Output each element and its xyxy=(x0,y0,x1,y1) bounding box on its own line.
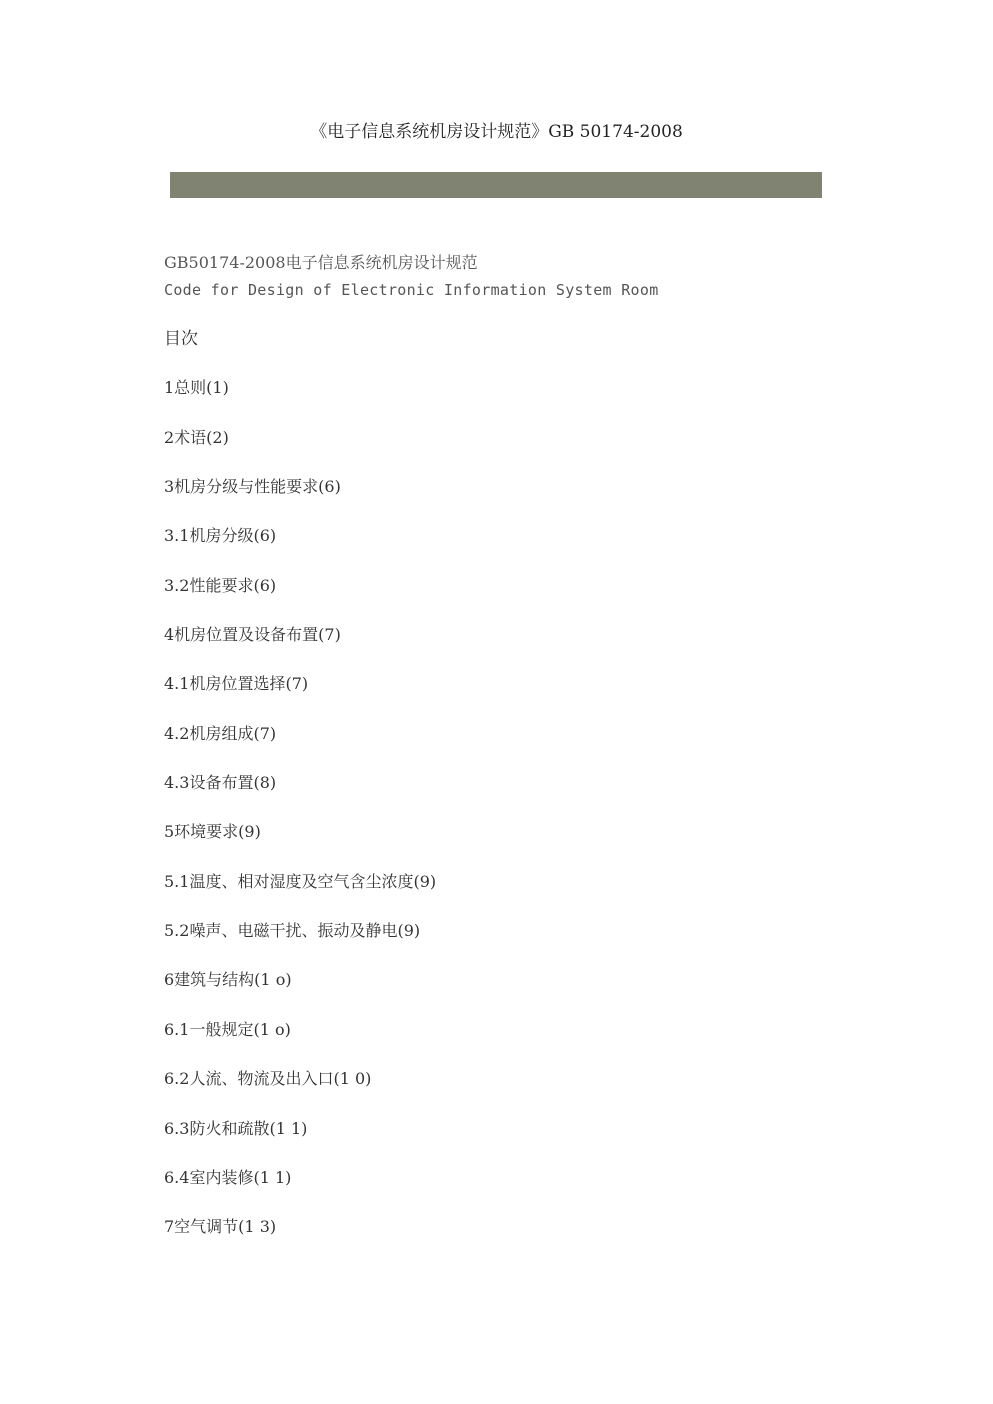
table-of-contents xyxy=(164,327,436,1265)
toc-item: 3.1机房分级(6) xyxy=(164,526,277,546)
toc-item: 2术语(2) xyxy=(164,427,229,447)
toc-item: 6.3防火和疏散(1 1) xyxy=(164,1118,308,1138)
toc-item: 1总则(1) xyxy=(164,378,229,398)
toc-item: 3.2性能要求(6) xyxy=(164,575,277,595)
toc-item: 5.1温度、相对湿度及空气含尘浓度(9) xyxy=(164,871,437,891)
toc-item: 6.2人流、物流及出入口(1 0) xyxy=(164,1069,372,1089)
toc-item: 6.4室内装修(1 1) xyxy=(164,1167,292,1187)
toc-item: 5.2噪声、电磁干扰、振动及静电(9) xyxy=(164,921,421,941)
toc-item: 4.2机房组成(7) xyxy=(164,723,277,743)
toc-item: 4.3设备布置(8) xyxy=(164,773,277,793)
document-title: 《电子信息系统机房设计规范》GB 50174-2008 xyxy=(310,122,683,142)
toc-item: 4机房位置及设备布置(7) xyxy=(164,625,341,645)
toc-item: 4.1机房位置选择(7) xyxy=(164,674,309,694)
toc-item: 3机房分级与性能要求(6) xyxy=(164,477,341,497)
title-divider-bar xyxy=(170,172,822,198)
toc-heading: 目次 xyxy=(164,329,198,349)
toc-item: 7空气调节(1 3) xyxy=(164,1217,277,1237)
subtitle-english: Code for Design of Electronic Information System Room xyxy=(164,281,659,299)
toc-item: 6建筑与结构(1 o) xyxy=(164,970,292,990)
toc-item: 5环境要求(9) xyxy=(164,822,261,842)
toc-item: 6.1一般规定(1 o) xyxy=(164,1019,291,1039)
subtitle-chinese: GB50174-2008电子信息系统机房设计规范 xyxy=(164,253,478,272)
